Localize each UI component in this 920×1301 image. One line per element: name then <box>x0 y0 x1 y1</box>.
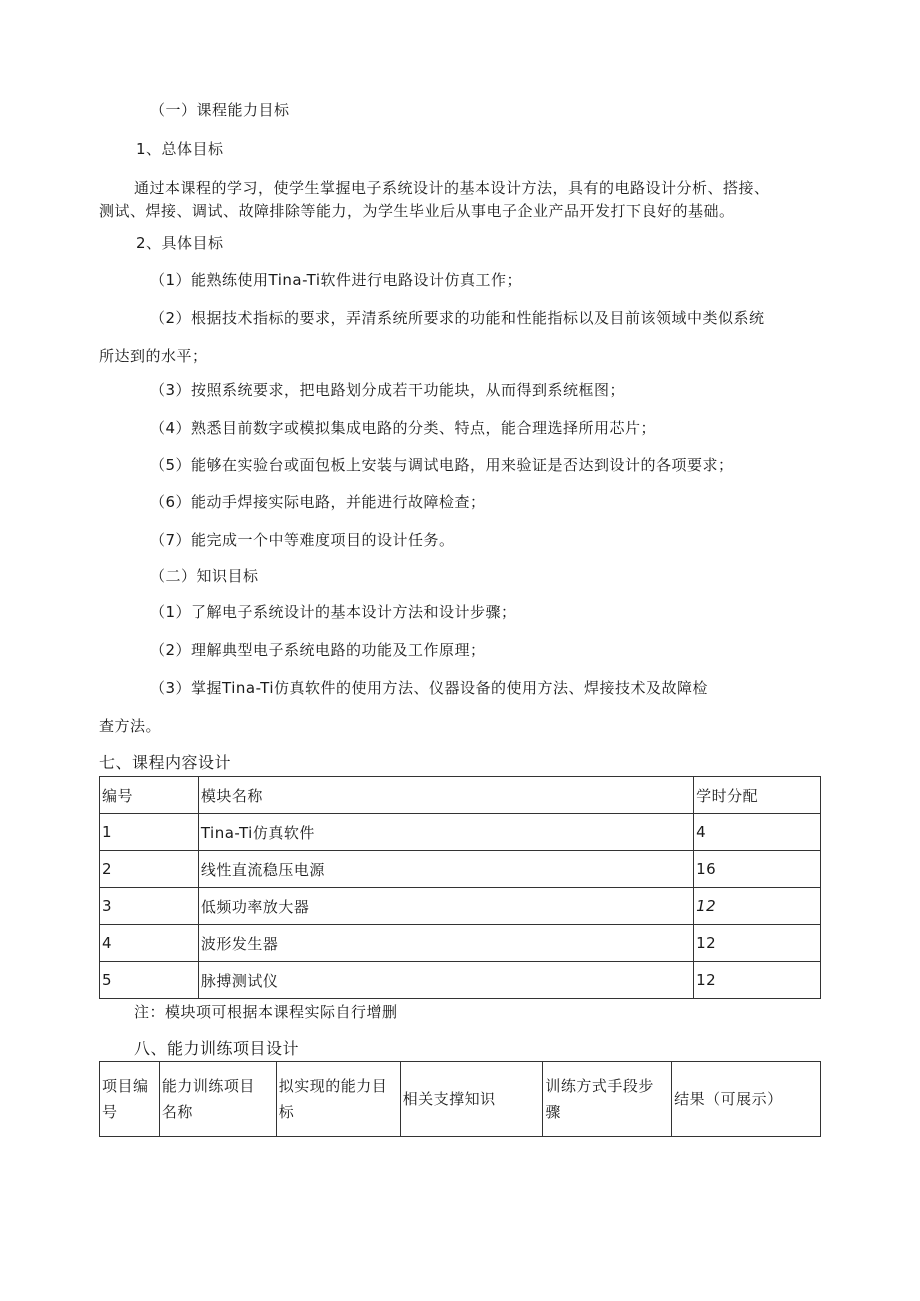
goal-item: （2）根据技术指标的要求，弄清系统所要求的功能和性能指标以及目前该领域中类似系统 <box>150 309 765 327</box>
header-cell: 学时分配 <box>694 777 821 814</box>
goal-item: （6）能动手焊接实际电路，并能进行故障检查； <box>150 493 486 511</box>
table-header-row <box>100 1062 821 1137</box>
header-cell: 相关支撑知识 <box>400 1062 543 1137</box>
knowledge-item: （3）掌握Tina-Ti仿真软件的使用方法、仪器设备的使用方法、焊接技术及故障检 <box>150 679 709 697</box>
knowledge-item: （2）理解典型电子系统电路的功能及工作原理； <box>150 641 486 659</box>
table-cell: 低频功率放大器 <box>198 888 693 925</box>
table-cell: 2 <box>100 851 199 888</box>
header-cell: 训练方式手段步 骤 <box>543 1062 672 1137</box>
table-cell: 线性直流稳压电源 <box>198 851 693 888</box>
table-row <box>100 888 821 925</box>
section-heading-knowledge-goals: （二）知识目标 <box>150 567 259 585</box>
table-cell: 12 <box>694 962 821 999</box>
table-cell: 4 <box>100 925 199 962</box>
goal-item: （1）能熟练使用Tina-Ti软件进行电路设计仿真工作； <box>150 271 523 289</box>
paragraph-line: 通过本课程的学习，使学生掌握电子系统设计的基本设计方法，具有的电路设计分析、搭接、 <box>134 179 770 197</box>
table-cell: 5 <box>100 962 199 999</box>
training-design-table <box>99 1061 821 1137</box>
goal-item: （3）按照系统要求，把电路划分成若干功能块，从而得到系统框图； <box>150 381 626 399</box>
paragraph-line: 测试、焊接、调试、故障排除等能力，为学生毕业后从事电子企业产品开发打下良好的基础。 <box>99 202 735 220</box>
header-cell: 项目编 号 <box>100 1062 160 1137</box>
table-row <box>100 962 821 999</box>
table-cell: 12 <box>694 888 821 925</box>
table-cell: 波形发生器 <box>198 925 693 962</box>
goal-item: （5）能够在实验台或面包板上安装与调试电路，用来验证是否达到设计的各项要求； <box>150 456 734 474</box>
table-cell: 3 <box>100 888 199 925</box>
table-cell: 16 <box>694 851 821 888</box>
content-design-table <box>99 776 821 999</box>
table-cell: 12 <box>694 925 821 962</box>
goal-item: （7）能完成一个中等难度项目的设计任务。 <box>150 531 455 549</box>
table-header-row <box>100 777 821 814</box>
header-cell: 能力训练项目 名称 <box>159 1062 276 1137</box>
table-note: 注：模块项可根据本课程实际自行增删 <box>134 1003 398 1021</box>
goal-item: （4）熟悉目前数字或模拟集成电路的分类、特点，能合理选择所用芯片； <box>150 419 657 437</box>
header-cell: 编号 <box>100 777 199 814</box>
knowledge-item-continued: 查方法。 <box>99 717 162 735</box>
header-cell: 结果（可展示） <box>672 1062 821 1137</box>
table-row <box>100 851 821 888</box>
training-design-heading: 八、能力训练项目设计 <box>134 1039 300 1058</box>
table-row <box>100 814 821 851</box>
knowledge-item: （1）了解电子系统设计的基本设计方法和设计步骤； <box>150 603 517 621</box>
header-cell: 模块名称 <box>198 777 693 814</box>
section-heading-ability-goals: （一）课程能力目标 <box>150 101 290 119</box>
header-cell: 拟实现的能力目 标 <box>276 1062 400 1137</box>
table-cell: 脉搏测试仪 <box>198 962 693 999</box>
subheading-specific-goals: 2、具体目标 <box>136 234 224 252</box>
table-cell: 4 <box>694 814 821 851</box>
subheading-overall-goal: 1、总体目标 <box>136 140 224 158</box>
table-cell: Tina-Ti仿真软件 <box>198 814 693 851</box>
content-design-heading: 七、课程内容设计 <box>99 753 232 772</box>
goal-item-continued: 所达到的水平； <box>99 347 208 365</box>
table-row <box>100 925 821 962</box>
table-cell: 1 <box>100 814 199 851</box>
